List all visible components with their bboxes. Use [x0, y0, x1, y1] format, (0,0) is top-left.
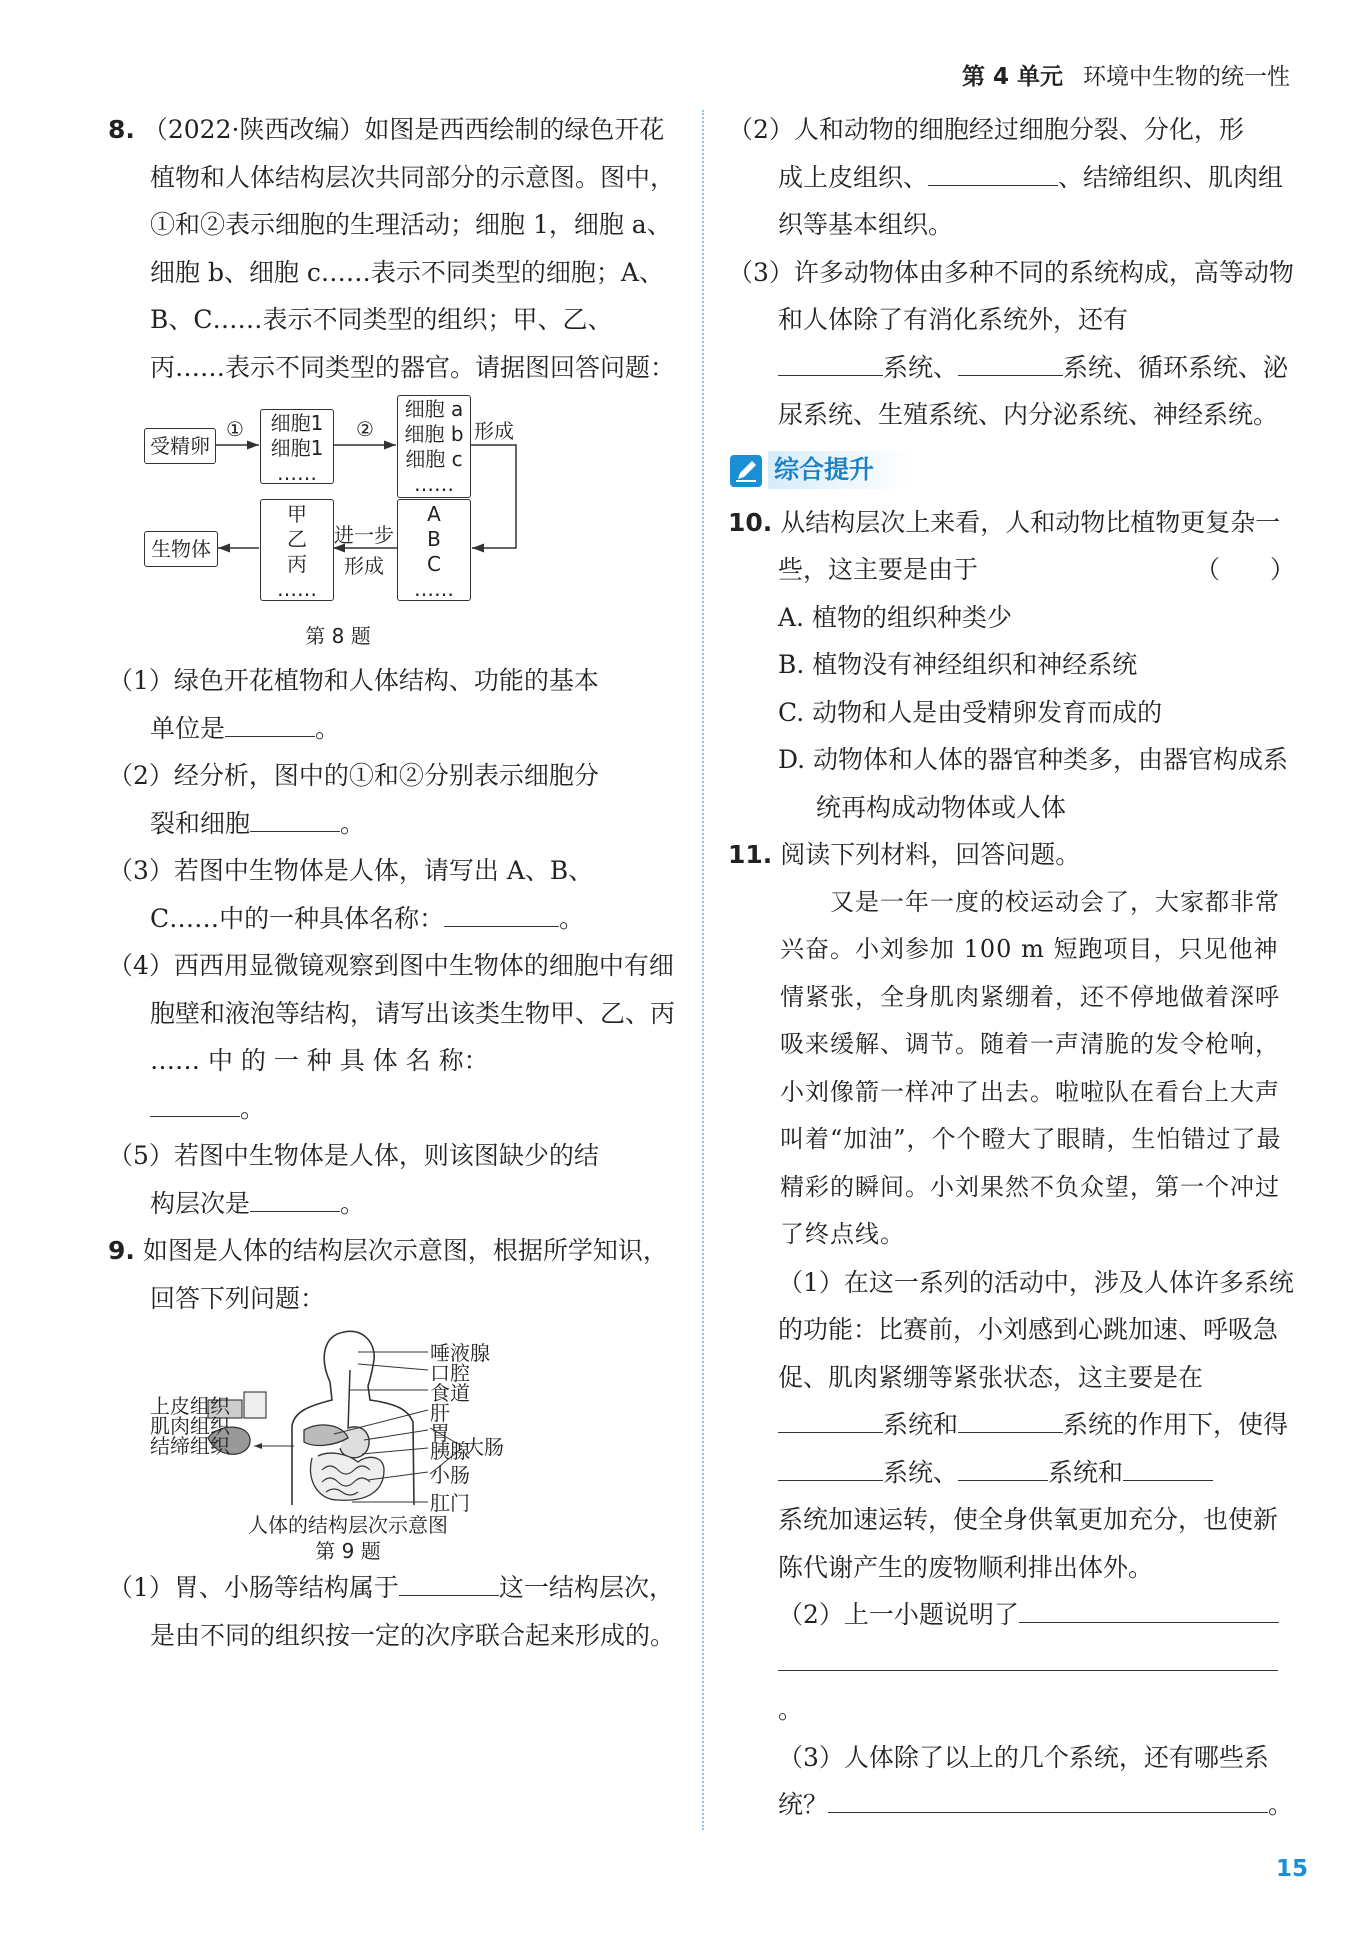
connective-tissue-label: 结缔组织	[150, 1434, 230, 1458]
q10-option-a[interactable]: A. 植物的组织种类少	[778, 602, 1012, 632]
question-9-diagram	[108, 1330, 680, 1563]
question-8-diagram	[108, 399, 680, 657]
further-label: 进一步	[334, 523, 394, 547]
small-intestine-label: 小肠	[430, 1463, 470, 1487]
q8-part5: （5）若图中生物体是人体，则该图缺少的结 构层次是 。	[108, 1141, 599, 1218]
q11-material: 又是一年一度的校运动会了，大家都非常兴奋。小刘参加 100 m 短跑项目，只见他神情紧张，全身肌肉紧绷着，还不停地做着深呼吸来缓解、调节。随着一声清脆的发令枪响，小刘像箭一样冲了出去。啦啦队在看台上大声叫着“加油”，个个瞪大了眼睛，生怕错过了最精彩的瞬间。小刘果然不负众望，第一个冲过了终点线。	[780, 887, 1282, 1248]
answer-blank[interactable]	[250, 1183, 340, 1212]
q8-part1: （1）绿色开花植物和人体结构、功能的基本 单位是 。	[108, 666, 599, 743]
q11-part1: （1）在这一系列的活动中，涉及人体许多系统的功能：比赛前，小刘感到心跳加速、呼吸急促、肌肉紧绷等紧张状态，这主要是在 系统和 系统的作用下，使得 系统、 系统和 系统加速运转，使全身供氧更加充分，也使新陈代谢产生的废物顺利排出体外。	[778, 1267, 1294, 1582]
question-8-stem	[108, 106, 680, 391]
question-10-number: 10.	[728, 507, 773, 537]
page-header	[962, 58, 1290, 91]
epithelial-tissue-label: 上皮组织	[150, 1394, 230, 1418]
question-10-stem: 10. 从结构层次上来看，人和动物比植物更复杂一些，这主要是由于 （ ）	[728, 499, 1295, 594]
answer-blank[interactable]	[958, 347, 1063, 376]
step-1-label: ①	[226, 417, 244, 441]
q8-part4: （4）西西用显微镜观察到图中生物体的细胞中有细胞壁和液泡等结构，请写出该类生物甲、乙、丙 …… 中 的 一 种 具 体 名 称： 。	[108, 951, 676, 1123]
figure-8-caption: 第 8 题	[305, 624, 371, 648]
muscle-tissue-label: 肌肉组织	[150, 1414, 230, 1438]
unit-title: 环境中生物的统一性	[1083, 64, 1290, 90]
answer-blank[interactable]	[225, 708, 315, 737]
question-8-text: （2022·陕西改编）如图是西西绘制的绿色开花植物和人体结构层次共同部分的示意图。图中，①和②表示细胞的生理活动；细胞 1，细胞 a、细胞 b、细胞 c……表示不同类型的细胞；A、B、C……表示不同类型的组织；甲、乙、丙……表示不同类型的器官。请据图回答问题：	[142, 115, 676, 382]
answer-blank[interactable]	[778, 1452, 883, 1481]
q11-part2: （2）上一小题说明了 。	[728, 1591, 1295, 1734]
question-11-number: 11.	[728, 840, 773, 869]
mouth-label: 口腔	[430, 1361, 470, 1385]
answer-blank[interactable]	[1019, 1594, 1279, 1623]
left-column	[108, 106, 680, 1659]
pancreas-label: 胰腺	[430, 1439, 470, 1463]
organism-box: 生物体	[144, 531, 218, 567]
answer-blank[interactable]	[928, 157, 1058, 186]
esophagus-label: 食道	[430, 1381, 470, 1405]
tissue-box: A B C ……	[397, 499, 471, 601]
answer-blank[interactable]	[399, 1567, 499, 1596]
q10-option-c[interactable]: C. 动物和人是由受精卵发育而成的	[778, 697, 1163, 727]
q8-part2: （2）经分析，图中的①和②分别表示细胞分 裂和细胞 。	[108, 761, 599, 838]
page-number: 15	[1275, 1856, 1308, 1882]
q9-part1: （1）胃、小肠等结构属于 这一结构层次，是由不同的组织按一定的次序联合起来形成的。	[108, 1564, 680, 1659]
answer-blank[interactable]	[778, 1642, 1278, 1671]
organ-box: 甲 乙 丙 ……	[260, 499, 334, 601]
section-heading	[728, 447, 1295, 497]
fertilized-egg-box: 受精卵	[144, 428, 216, 464]
stomach-label: 胃	[430, 1421, 450, 1445]
q9-part2: （2）人和动物的细胞经过细胞分裂、分化，形 成上皮组织、 、结缔组织、肌肉组 织等基本组织。	[728, 115, 1284, 239]
q10-option-d[interactable]: D. 动物体和人体的器官种类多，由器官构成系统再构成动物体或人体	[778, 745, 1289, 822]
answer-blank[interactable]	[778, 347, 883, 376]
question-9-stem	[108, 1227, 680, 1322]
step-2-label: ②	[356, 417, 374, 441]
answer-blank[interactable]	[958, 1452, 1048, 1481]
answer-blank[interactable]	[778, 1404, 883, 1433]
anus-label: 肛门	[430, 1491, 470, 1515]
salivary-gland-label: 唾液腺	[430, 1341, 490, 1365]
question-8-number: 8.	[108, 115, 135, 144]
q11-part3: （3）人体除了以上的几个系统，还有哪些系统？ 。	[778, 1742, 1294, 1819]
question-9-number: 9.	[108, 1236, 135, 1265]
large-intestine-label: 大肠	[464, 1435, 504, 1459]
answer-blank[interactable]	[1123, 1452, 1213, 1481]
figure-9-caption: 第 9 题	[315, 1539, 381, 1563]
liver-label: 肝	[430, 1401, 450, 1425]
section-title: 综合提升	[768, 451, 914, 489]
cell-1-box: 细胞1 细胞1 ……	[260, 409, 334, 484]
answer-parentheses[interactable]: （ ）	[1194, 555, 1295, 584]
right-column	[728, 106, 1295, 1829]
q8-part3: （3）若图中生物体是人体，请写出 A、B、 C……中的一种具体名称： 。	[108, 856, 594, 933]
question-11-stem: 11. 阅读下列材料，回答问题。	[728, 840, 1081, 869]
answer-blank[interactable]	[828, 1784, 1268, 1813]
unit-label: 第 4 单元	[961, 64, 1063, 90]
cell-abc-box: 细胞 a 细胞 b 细胞 c ……	[397, 395, 471, 498]
pencil-icon	[730, 455, 762, 487]
answer-blank[interactable]	[250, 803, 340, 832]
further-form-label: 形成	[344, 554, 384, 578]
question-9-text: 如图是人体的结构层次示意图，根据所学知识，回答下列问题：	[142, 1236, 668, 1313]
answer-blank[interactable]	[958, 1404, 1063, 1433]
column-divider	[702, 110, 704, 1830]
q9-part3: （3）许多动物体由多种不同的系统构成，高等动物和人体除了有消化系统外，还有 系统、 系统、循环系统、泌尿系统、生殖系统、内分泌系统、神经系统。	[728, 257, 1294, 429]
figure-9-title: 人体的结构层次示意图	[248, 1513, 448, 1537]
answer-blank[interactable]	[444, 898, 559, 927]
form-label: 形成	[474, 419, 514, 443]
q10-option-b[interactable]: B. 植物没有神经组织和神经系统	[778, 650, 1138, 679]
answer-blank[interactable]	[150, 1088, 240, 1117]
